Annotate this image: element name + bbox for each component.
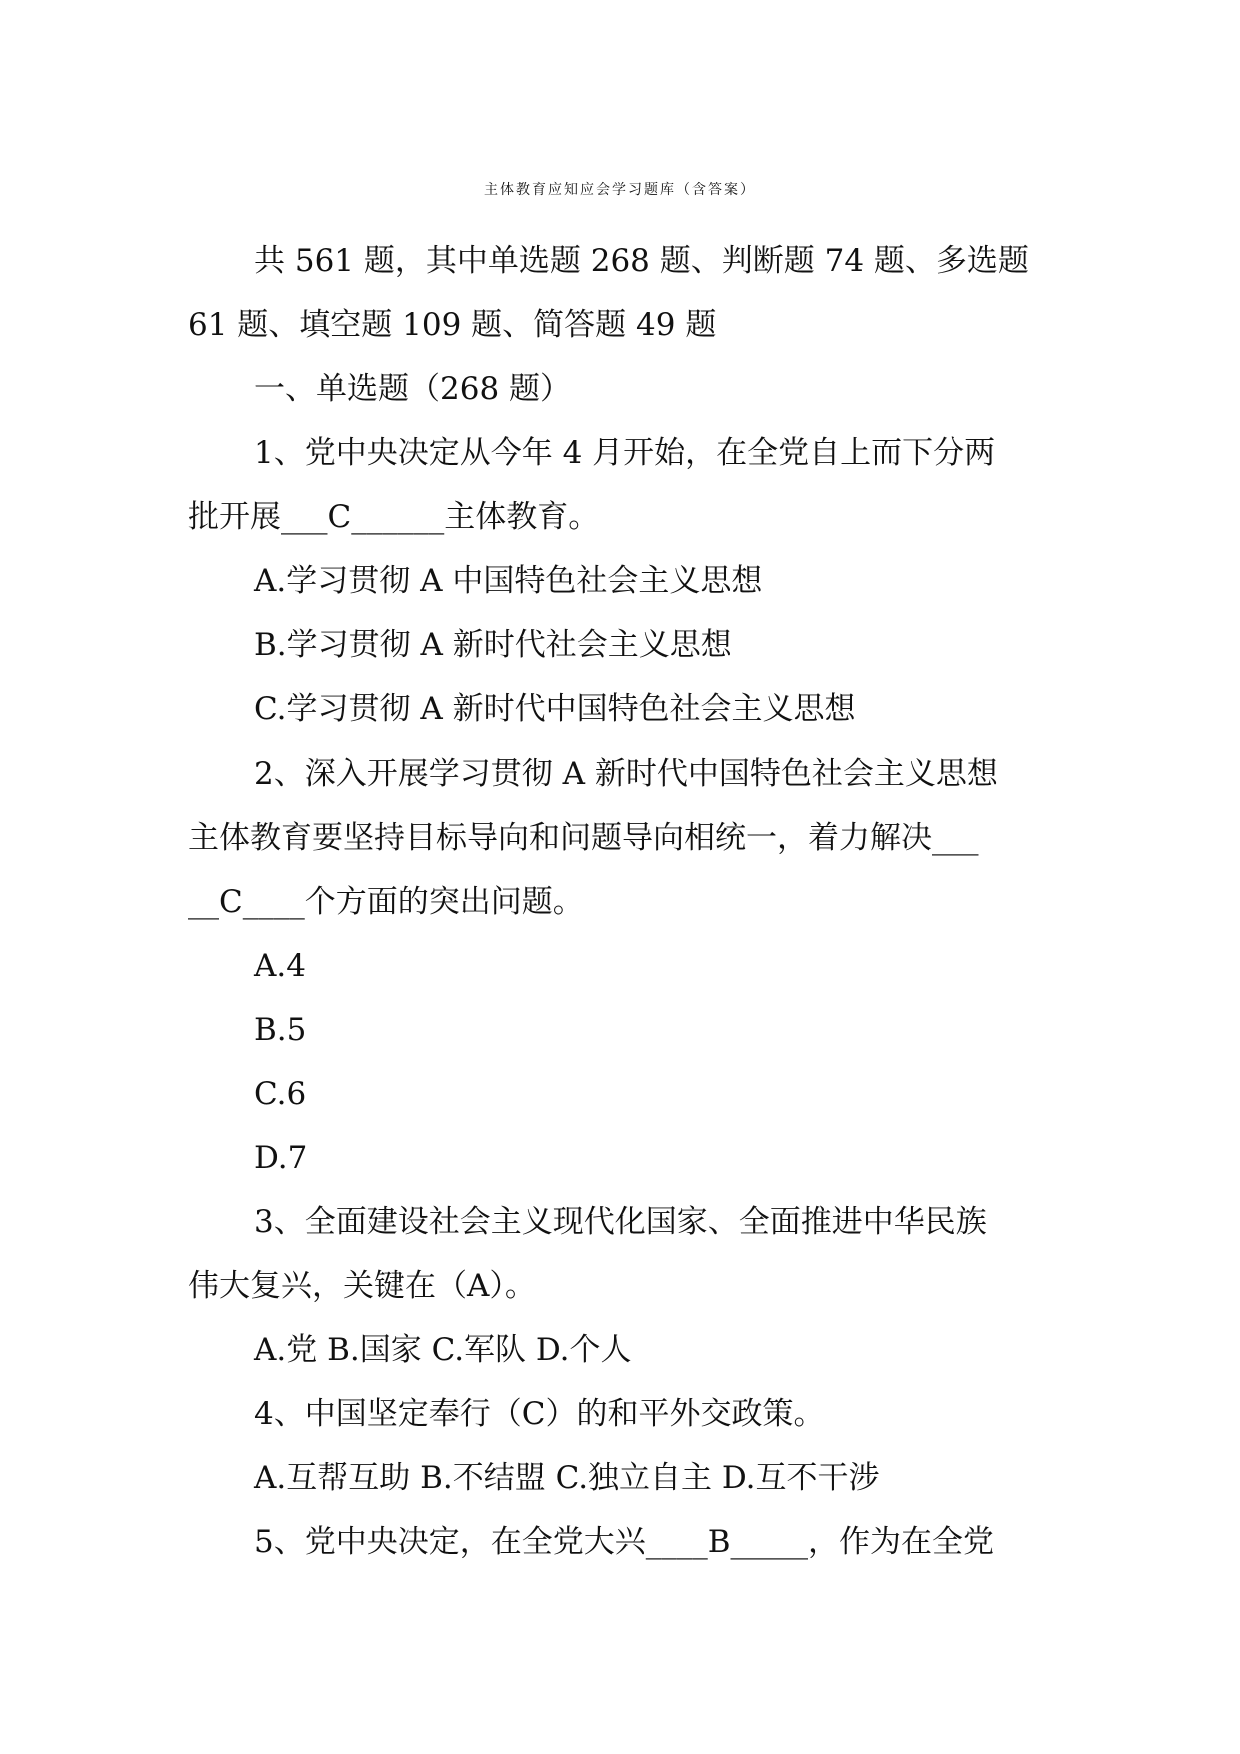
question-3-line-2: 伟大复兴，关键在（A）。 (188, 1268, 536, 1304)
question-4-options: A.互帮互助 B.不结盟 C.独立自主 D.互不干涉 (254, 1460, 880, 1496)
question-2-line-3: __C____个方面的突出问题。 (188, 884, 584, 920)
question-2-option-a: A.4 (254, 948, 306, 984)
question-5-line-1: 5、党中央决定，在全党大兴____B_____，作为在全党 (254, 1524, 995, 1560)
question-4-line-1: 4、中国坚定奉行（C）的和平外交政策。 (254, 1396, 825, 1432)
question-3-options: A.党 B.国家 C.军队 D.个人 (254, 1332, 632, 1368)
question-2-line-2: 主体教育要坚持目标导向和问题导向相统一，着力解决___ (188, 820, 979, 856)
summary-line-2: 61 题、填空题 109 题、简答题 49 题 (188, 307, 717, 343)
question-1-option-b: B.学习贯彻 A 新时代社会主义思想 (254, 627, 732, 663)
question-2-option-b: B.5 (254, 1012, 307, 1048)
question-3-line-1: 3、全面建设社会主义现代化国家、全面推进中华民族 (254, 1204, 987, 1240)
question-2-option-d: D.7 (254, 1140, 308, 1176)
section-heading: 一、单选题（268 题） (254, 371, 572, 407)
question-1-line-2: 批开展___C______主体教育。 (188, 499, 600, 535)
question-1-option-c: C.学习贯彻 A 新时代中国特色社会主义思想 (254, 691, 856, 727)
page-title: 主体教育应知应会学习题库（含答案） (484, 182, 756, 198)
question-2-line-1: 2、深入开展学习贯彻 A 新时代中国特色社会主义思想 (254, 756, 998, 792)
summary-line-1: 共 561 题，其中单选题 268 题、判断题 74 题、多选题 (254, 243, 1029, 279)
question-1-line-1: 1、党中央决定从今年 4 月开始，在全党自上而下分两 (254, 435, 996, 471)
question-1-option-a: A.学习贯彻 A 中国特色社会主义思想 (254, 563, 763, 599)
question-2-option-c: C.6 (254, 1076, 307, 1112)
